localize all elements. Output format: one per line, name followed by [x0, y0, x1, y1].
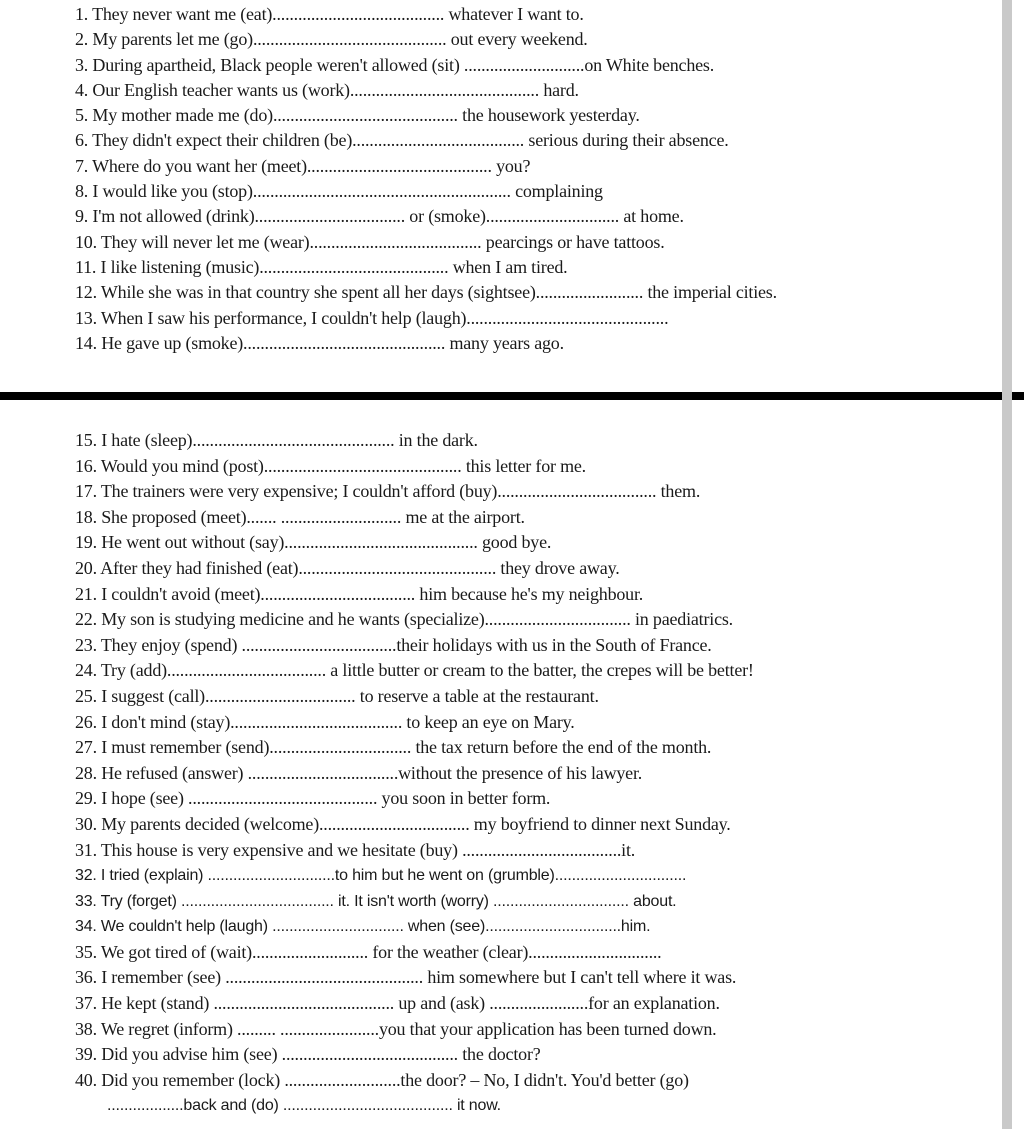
exercise-item-6: 6. They didn't expect their children (be)........................................ serious during their absence.: [75, 130, 729, 151]
exercise-item-25: 25. I suggest (call)................................... to reserve a table at the restaurant.: [75, 685, 599, 706]
exercise-item-10: 10. They will never let me (wear)........................................ pearcings or have tattoos.: [75, 231, 665, 252]
exercise-item-20: 20. After they had finished (eat).............................................. they drove away.: [75, 557, 620, 578]
exercise-item-22: 22. My son is studying medicine and he wants (specialize).................................. in paediatrics.: [75, 609, 733, 630]
exercise-item-7: 7. Where do you want her (meet)........................................... you?: [75, 155, 531, 176]
exercise-item-30: 30. My parents decided (welcome)................................... my boyfriend to dinner next Sunday.: [75, 813, 731, 834]
exercise-item-33: 33. Try (forget) .................................... it. It isn't worth (worry) ................................ about.: [75, 892, 677, 910]
exercise-item-40-continuation: ..................back and (do) ........................................ it now.: [107, 1097, 501, 1115]
exercise-item-24: 24. Try (add)..................................... a little butter or cream to the batter, the crepes will be better!: [75, 660, 754, 681]
exercise-item-3: 3. During apartheid, Black people weren't allowed (sit) ............................on White benches.: [75, 54, 715, 75]
exercise-item-29: 29. I hope (see) ............................................ you soon in better form.: [75, 788, 551, 809]
exercise-item-4: 4. Our English teacher wants us (work)............................................ hard.: [75, 79, 579, 100]
exercise-item-12: 12. While she was in that country she spent all her days (sightsee)......................... the imperial cities.: [75, 282, 777, 303]
exercise-item-15: 15. I hate (sleep)............................................... in the dark.: [75, 430, 478, 450]
exercise-item-38: 38. We regret (inform) ......... .......................you that your application has been turned down.: [75, 1018, 717, 1039]
exercise-item-31: 31. This house is very expensive and we hesitate (buy) .....................................it.: [75, 839, 636, 860]
exercise-item-37: 37. He kept (stand) .......................................... up and (ask) .......................for an explanation.: [75, 993, 720, 1014]
exercise-section-2: [75, 428, 975, 1119]
exercise-item-40: 40. Did you remember (lock) ...........................the door? – No, I didn't. You'd better (go): [75, 1069, 689, 1090]
exercise-item-27: 27. I must remember (send)................................. the tax return before the end of the month.: [75, 737, 712, 758]
exercise-item-18: 18. She proposed (meet)....... ............................ me at the airport.: [75, 506, 525, 527]
exercise-item-26: 26. I don't mind (stay)........................................ to keep an eye on Mary.: [75, 711, 575, 732]
exercise-item-19: 19. He went out without (say)............................................. good bye.: [75, 532, 552, 553]
exercise-item-11: 11. I like listening (music)............................................ when I am tired.: [75, 256, 568, 277]
exercise-section-1: [75, 2, 975, 356]
page-edge-bar: [1002, 0, 1012, 1129]
exercise-item-5: 5. My mother made me (do)........................................... the housework yesterday.: [75, 105, 640, 126]
exercise-item-35: 35. We got tired of (wait)........................... for the weather (clear)...............................: [75, 941, 662, 962]
exercise-item-9: 9. I'm not allowed (drink)................................... or (smoke)............................... at home.: [75, 206, 684, 227]
exercise-item-28: 28. He refused (answer) ...................................without the presence of his lawyer.: [75, 762, 643, 783]
exercise-item-34: 34. We couldn't help (laugh) ............................... when (see)................................him.: [75, 918, 651, 936]
exercise-item-32: 32. I tried (explain) ..............................to him but he went on (grumble)...............................: [75, 867, 687, 885]
exercise-item-14: 14. He gave up (smoke)............................................... many years ago.: [75, 332, 564, 353]
exercise-item-36: 36. I remember (see) .............................................. him somewhere but I can't tell where it was.: [75, 967, 737, 988]
exercise-item-13: 13. When I saw his performance, I couldn't help (laugh)...............................................: [75, 307, 669, 328]
exercise-item-39: 39. Did you advise him (see) ......................................... the doctor?: [75, 1044, 541, 1065]
exercise-item-17: 17. The trainers were very expensive; I couldn't afford (buy)..................................... them.: [75, 481, 701, 502]
exercise-item-16: 16. Would you mind (post).............................................. this letter for me.: [75, 455, 586, 476]
exercise-item-23: 23. They enjoy (spend) ....................................their holidays with us in the South of France.: [75, 634, 712, 655]
exercise-item-21: 21. I couldn't avoid (meet).................................... him because he's my neighbour.: [75, 583, 644, 604]
section-divider: [0, 392, 1024, 400]
exercise-item-8: 8. I would like you (stop)............................................................ complaining: [75, 181, 603, 202]
exercise-item-1: 1. They never want me (eat)........................................ whatever I want to.: [75, 4, 584, 24]
exercise-item-2: 2. My parents let me (go)............................................. out every weekend.: [75, 29, 588, 50]
